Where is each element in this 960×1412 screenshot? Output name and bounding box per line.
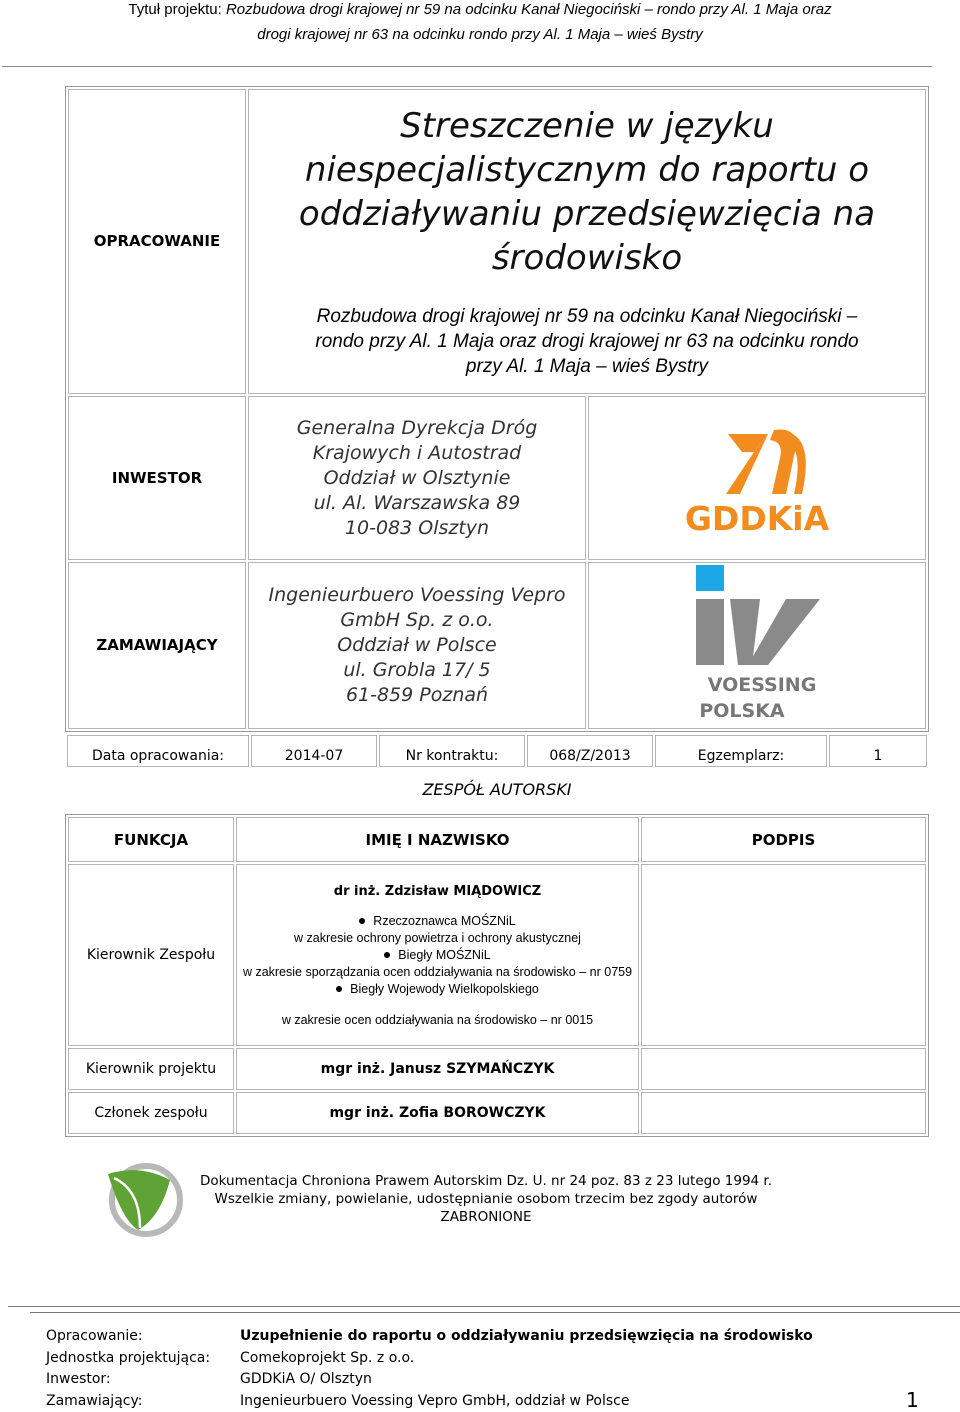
footer-divider-2	[30, 1312, 960, 1313]
footer-info	[46, 1328, 926, 1412]
document-meta-table	[65, 733, 929, 769]
document-title-line: środowisko	[491, 238, 683, 278]
investor-label-cell	[68, 396, 246, 560]
document-subtitle-line: przy Al. 1 Maja – wieś Bystry	[465, 356, 709, 377]
member-function: Członek zespołu	[68, 1092, 234, 1134]
copyright-line-3: ZABRONIONE	[440, 1209, 532, 1225]
bullet-icon	[384, 952, 390, 958]
voessing-logo-line-2: POLSKA	[699, 700, 785, 722]
leaf-logo-icon	[100, 1160, 186, 1240]
member-signature	[641, 1092, 926, 1134]
leader-function: Kierownik Zespołu	[68, 864, 234, 1046]
team-header-row	[68, 817, 926, 862]
member-name: mgr inż. Zofia BOROWCZYK	[236, 1092, 639, 1134]
footer-value: Comekoprojekt Sp. z o.o.	[240, 1349, 415, 1366]
footer-value: GDDKiA O/ Olsztyn	[240, 1371, 372, 1387]
footer-row	[46, 1328, 926, 1350]
qualification-text: Biegły Wojewody Wielkopolskiego	[350, 981, 539, 996]
voessing-logo	[682, 563, 832, 723]
document-title-line: niespecjalistycznym do raportu o	[304, 150, 870, 190]
date-value: 2014-07	[251, 735, 377, 767]
document-title-cell	[248, 89, 926, 394]
investor-address	[249, 416, 585, 541]
leader-qualification-6: w zakresie ocen oddziaływania na środowisko – nr 0015	[281, 1012, 594, 1027]
leader-qualification-3	[237, 947, 638, 964]
contract-label: Nr kontraktu:	[379, 735, 525, 767]
col-signature-header: PODPIS	[641, 817, 926, 862]
footer-divider-1	[8, 1306, 960, 1307]
copy-value: 1	[829, 735, 927, 767]
orderer-row	[68, 562, 926, 729]
investor-row	[68, 396, 926, 560]
team-row-member	[68, 1092, 926, 1134]
document-subtitle	[249, 304, 925, 379]
project-title-line-2	[0, 22, 960, 47]
document-subtitle-line: Rozbudowa drogi krajowej nr 59 na odcinku Kanał Niegociński –	[316, 306, 858, 327]
project-title-label: Tytuł projektu:	[128, 1, 222, 18]
footer-value: Ingenieurbuero Voessing Vepro GmbH, oddział w Polsce	[240, 1392, 630, 1409]
copyright-line-1: Dokumentacja Chroniona Prawem Autorskim Dz. U. nr 24 poz. 83 z 23 lutego 1994 r.	[199, 1173, 773, 1189]
leader-qualification-2: w zakresie ochrony powietrza i ochrony akustycznej	[294, 930, 581, 945]
document-title-line: Streszczenie w języku	[400, 106, 774, 146]
header-divider	[2, 66, 932, 67]
gddkia-logo-text: GDDKiA	[684, 498, 830, 536]
investor-logo-cell	[588, 396, 926, 560]
leader-details-cell	[236, 864, 639, 1046]
investor-address-line: Oddział w Olsztynie	[323, 466, 511, 489]
bullet-icon	[359, 918, 365, 924]
footer-row	[46, 1371, 926, 1393]
col-function-header: FUNKCJA	[68, 817, 234, 862]
bullet-icon	[336, 986, 342, 992]
voessing-logo-line-1: VOESSING	[707, 674, 817, 696]
footer-row	[46, 1393, 926, 1412]
document-meta-row	[67, 735, 927, 767]
footer-value: Uzupełnienie do raportu o oddziaływaniu przedsięwzięcia na środowisko	[240, 1328, 813, 1344]
orderer-address-line: 61-859 Poznań	[345, 684, 489, 706]
investor-address-cell	[248, 396, 586, 560]
copyright-notice	[186, 1172, 786, 1226]
investor-label: INWESTOR	[111, 468, 203, 487]
team-heading: ZESPÓŁ AUTORSKI	[422, 780, 572, 799]
footer-key: Zamawiający:	[46, 1392, 143, 1409]
leader-qualification-1	[237, 913, 638, 930]
page-number: 1	[906, 1388, 919, 1412]
opracowanie-label-cell	[68, 89, 246, 394]
gddkia-logo	[662, 416, 852, 536]
leader-qualification-4: w zakresie sporządzania ocen oddziaływania na środowisko – nr 0759	[242, 964, 633, 979]
footer-row	[46, 1350, 926, 1372]
orderer-address-line: GmbH Sp. z o.o.	[340, 609, 494, 631]
col-name-header: IMIĘ I NAZWISKO	[236, 817, 639, 862]
date-label: Data opracowania:	[67, 735, 249, 767]
leader-signature	[641, 864, 926, 1046]
team-table	[65, 814, 929, 1137]
orderer-address-line: ul. Grobla 17/ 5	[343, 659, 491, 681]
leader-qualification-5	[237, 981, 638, 998]
investor-address-line: Krajowych i Autostrad	[312, 441, 522, 464]
investor-address-line: ul. Al. Warszawska 89	[313, 491, 521, 514]
orderer-address	[249, 583, 585, 708]
orderer-address-line: Ingenieurbuero Voessing Vepro	[268, 584, 566, 606]
footer-key: Opracowanie:	[46, 1328, 143, 1344]
footer-key: Inwestor:	[46, 1371, 111, 1387]
contract-value: 068/Z/2013	[527, 735, 653, 767]
leader-name: dr inż. Zdzisław MIĄDOWICZ	[333, 883, 542, 899]
project-title-text-1: Rozbudowa drogi krajowej nr 59 na odcinku Kanał Niegociński – rondo przy Al. 1 Maja oraz	[225, 1, 832, 18]
copy-label: Egzemplarz:	[655, 735, 827, 767]
manager-name: mgr inż. Janusz SZYMAŃCZYK	[236, 1048, 639, 1090]
project-title-line-1	[0, 0, 960, 22]
manager-function: Kierownik projektu	[68, 1048, 234, 1090]
team-row-leader	[68, 864, 926, 1046]
qualification-text: Rzeczoznawca MOŚZNiL	[373, 913, 516, 928]
manager-signature	[641, 1048, 926, 1090]
document-title-line: oddziaływaniu przedsięwzięcia na	[298, 194, 876, 234]
document-subtitle-line: rondo przy Al. 1 Maja oraz drogi krajowej nr 63 na odcinku rondo	[315, 331, 859, 352]
orderer-label: ZAMAWIAJĄCY	[96, 636, 218, 654]
orderer-logo-cell	[588, 562, 926, 729]
footer-key: Jednostka projektująca:	[46, 1349, 211, 1366]
copyright-line-2: Wszelkie zmiany, powielanie, udostępnianie osobom trzecim bez zgody autorów	[214, 1191, 758, 1207]
orderer-address-cell	[248, 562, 586, 729]
document-title	[249, 104, 925, 280]
investor-address-line: Generalna Dyrekcja Dróg	[296, 416, 538, 439]
qualification-text: Biegły MOŚZNiL	[398, 947, 491, 962]
investor-address-line: 10-083 Olsztyn	[344, 516, 490, 539]
title-page-table	[65, 86, 929, 732]
orderer-address-line: Oddział w Polsce	[337, 634, 497, 656]
project-title-text-2: drogi krajowej nr 63 na odcinku rondo przy Al. 1 Maja – wieś Bystry	[257, 26, 703, 43]
orderer-label-cell	[68, 562, 246, 729]
opracowanie-label: OPRACOWANIE	[93, 232, 221, 250]
title-row	[68, 89, 926, 394]
team-row-manager	[68, 1048, 926, 1090]
